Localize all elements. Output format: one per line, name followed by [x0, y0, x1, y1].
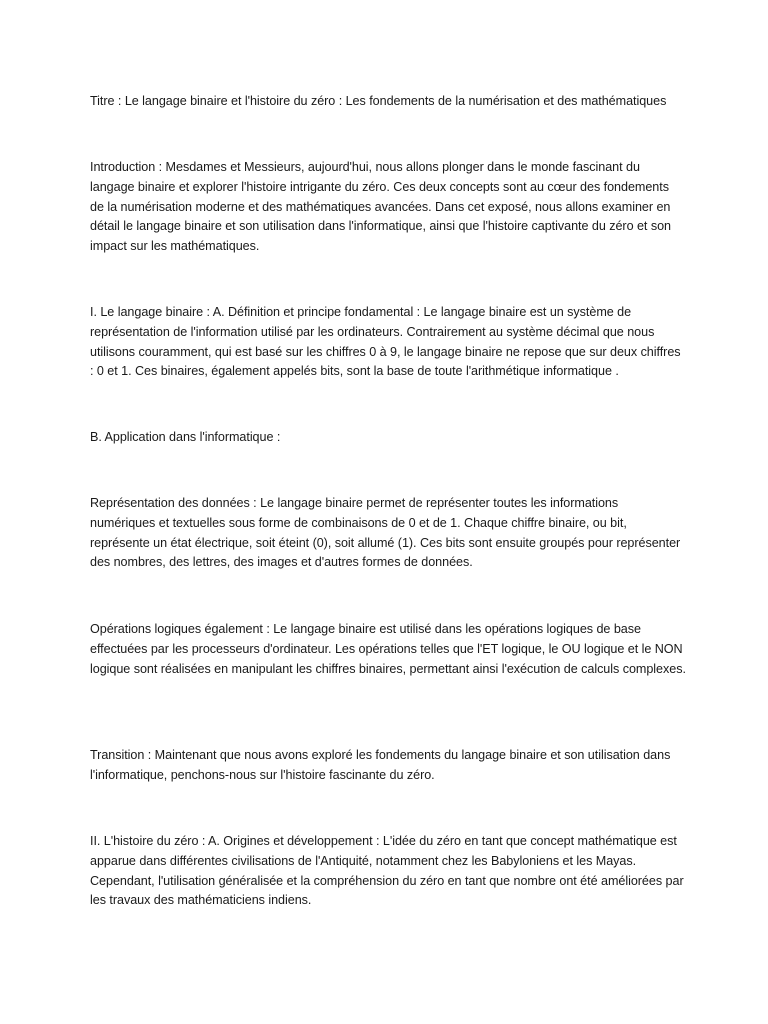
paragraph-logical-operations: Opérations logiques également : Le langage binaire est utilisé dans les opérations logiques de base effectuées par les processeurs d'ordinateur. Les opérations telles que l'ET logique, le OU logique et le NON logique sont réalisées en manipulant les chiffres binaires, permettant ainsi l'exécution de calculs complexes. — [90, 622, 686, 676]
paragraph-data-representation: Représentation des données : Le langage binaire permet de représenter toutes les informations numériques et textuelles sous forme de combinaisons de 0 et de 1. Chaque chiffre binaire, ou bit, représente un état électrique, soit éteint (0), soit allumé (1). Ces bits sont ensuite groupés pour représenter des nombres, des lettres, des images et d'autres formes de données. — [90, 496, 681, 570]
paragraph-binary-definition: I. Le langage binaire : A. Définition et principe fondamental : Le langage binaire est un système de représentation de l'information utilisé par les ordinateurs. Contrairement au système décimal que nous utilisons couramment, qui est basé sur les chiffres 0 à 9, le langage binaire ne repose que sur deux chiffres : 0 et 1. Ces binaires, également appelés bits, sont la base de toute l'arithmétique informatique . — [90, 305, 681, 379]
paragraph-application-heading: B. Application dans l'informatique : — [90, 430, 281, 444]
paragraph-introduction: Introduction : Mesdames et Messieurs, aujourd'hui, nous allons plonger dans le monde fascinant du langage binaire et explorer l'histoire intrigante du zéro. Ces deux concepts sont au cœur des fondements de la numérisation moderne et des mathématiques avancées. Dans cet exposé, nous allons examiner en détail le langage binaire et son utilisation dans l'informatique, ainsi que l'histoire captivante du zéro et son impact sur les mathématiques. — [90, 160, 671, 254]
document-title: Titre : Le langage binaire et l'histoire du zéro : Les fondements de la numérisation et des mathématiques — [90, 94, 667, 108]
paragraph-history-of-zero: II. L'histoire du zéro : A. Origines et développement : L'idée du zéro en tant que concept mathématique est apparue dans différentes civilisations de l'Antiquité, notamment chez les Babyloniens et les Mayas. Cependant, l'utilisation généralisée et la compréhension du zéro en tant que nombre ont été améliorées par les travaux des mathématiciens indiens. — [90, 834, 684, 908]
paragraph-transition: Transition : Maintenant que nous avons exploré les fondements du langage binaire et son utilisation dans l'informatique, penchons-nous sur l'histoire fascinante du zéro. — [90, 748, 671, 782]
